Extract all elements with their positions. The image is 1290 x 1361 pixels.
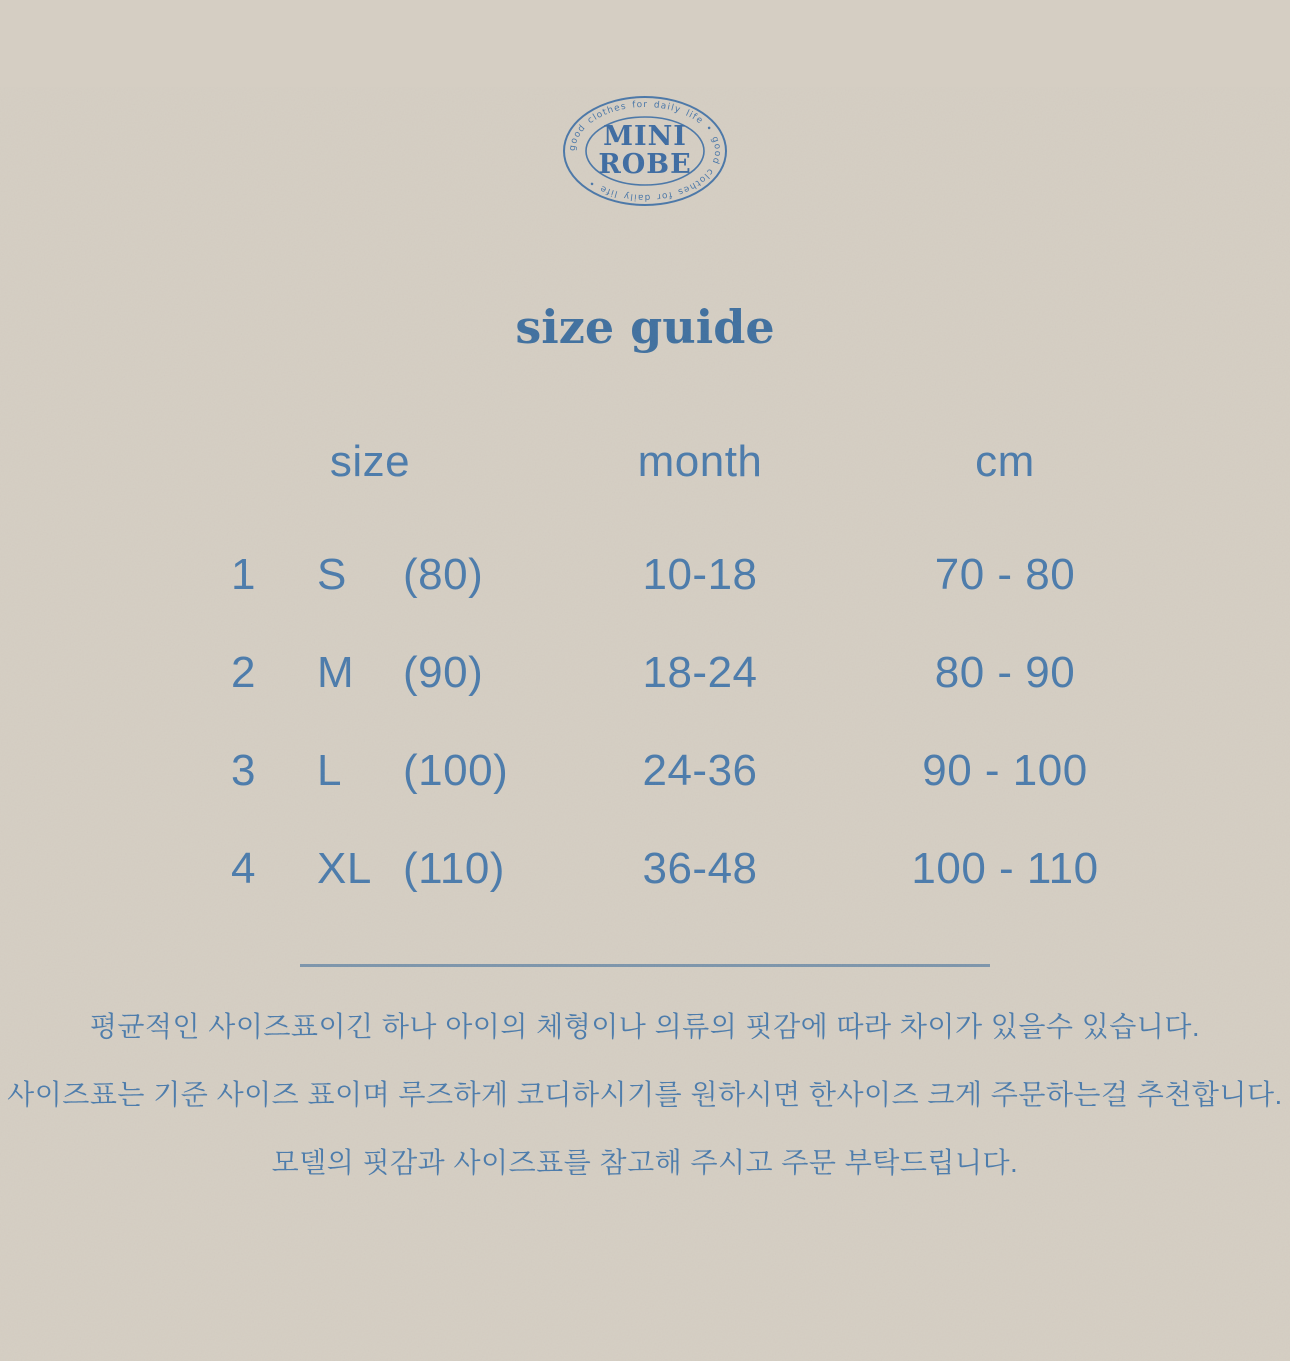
size-letter: M <box>317 648 355 697</box>
logo-ring-text: good clothes for daily life • good clothes for daily life • <box>567 99 723 203</box>
size-alt: (80) <box>403 550 484 599</box>
size-cell <box>205 550 535 600</box>
cm-cell: 70 - 80 <box>934 550 1076 599</box>
logo-word-mini: MINI <box>603 121 687 152</box>
size-cell <box>205 746 535 796</box>
header-size: size <box>329 437 411 486</box>
size-guide-page <box>0 87 1290 1361</box>
note-line: 모델의 핏감과 사이즈표를 참고해 주시고 주문 부탁드립니다. <box>271 1147 1019 1178</box>
header-month: month <box>637 437 763 486</box>
divider-line <box>300 964 990 967</box>
table-row <box>205 820 1115 918</box>
month-cell: 36-48 <box>642 844 758 893</box>
month-cell: 24-36 <box>642 746 758 795</box>
table-row <box>205 526 1115 624</box>
cm-cell: 80 - 90 <box>934 648 1076 697</box>
cm-cell: 100 - 110 <box>911 844 1099 893</box>
size-letter: XL <box>317 844 372 893</box>
logo-word-robe: ROBE <box>598 149 692 180</box>
size-number: 3 <box>231 746 256 795</box>
size-cell <box>205 648 535 698</box>
notes-section <box>0 993 1290 1197</box>
month-cell: 10-18 <box>642 550 758 599</box>
size-number: 4 <box>231 844 256 893</box>
size-letter: S <box>317 550 347 599</box>
header-cm: cm <box>975 437 1035 486</box>
size-cell <box>205 844 535 894</box>
page-title: size guide <box>515 300 775 354</box>
size-number: 1 <box>231 550 256 599</box>
cm-cell: 90 - 100 <box>922 746 1088 795</box>
size-alt: (110) <box>403 844 505 893</box>
size-alt: (100) <box>403 746 509 795</box>
size-table <box>175 432 1115 918</box>
table-row <box>205 624 1115 722</box>
note-line: 평균적인 사이즈표이긴 하나 아이의 체형이나 의류의 핏감에 따라 차이가 있을수 있습니다. <box>89 1011 1201 1042</box>
brand-logo-stamp-icon <box>550 87 740 215</box>
size-letter: L <box>317 746 342 795</box>
size-alt: (90) <box>403 648 484 697</box>
size-number: 2 <box>231 648 256 697</box>
size-table-header-row <box>205 432 1115 492</box>
brand-logo <box>550 87 740 220</box>
note-line: 사이즈표는 기준 사이즈 표이며 루즈하게 코디하시기를 원하시면 한사이즈 크게 주문하는걸 추천합니다. <box>7 1079 1283 1110</box>
month-cell: 18-24 <box>642 648 758 697</box>
table-row <box>205 722 1115 820</box>
